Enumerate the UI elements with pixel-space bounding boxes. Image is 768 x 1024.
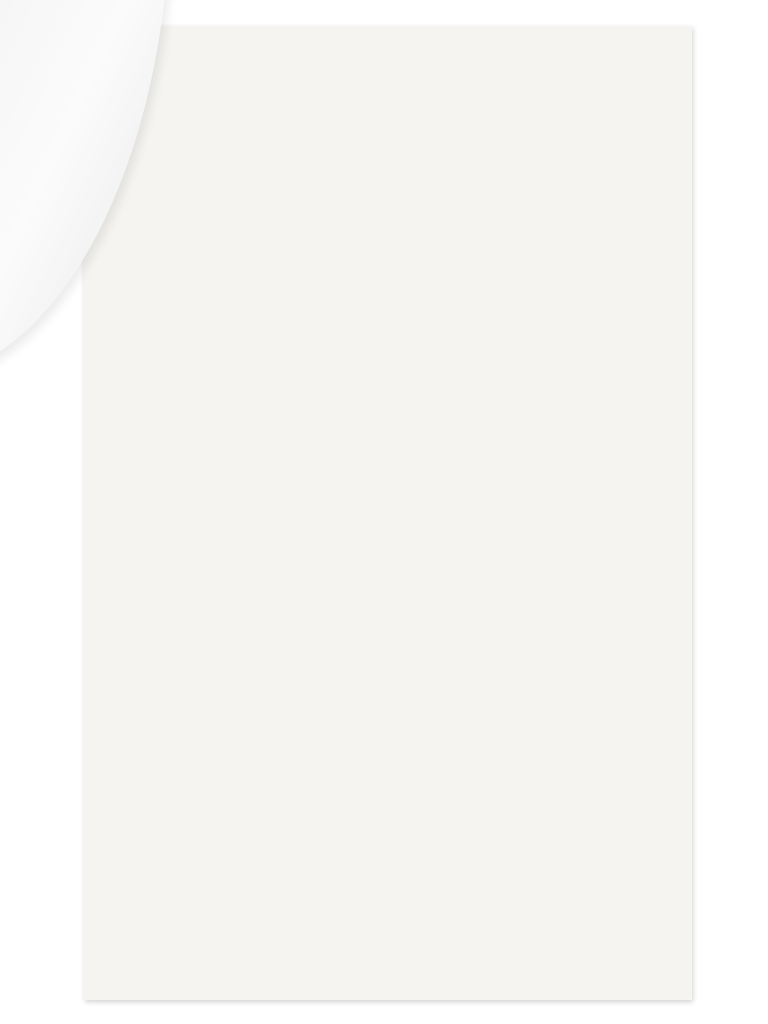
typed-page	[84, 26, 692, 1000]
